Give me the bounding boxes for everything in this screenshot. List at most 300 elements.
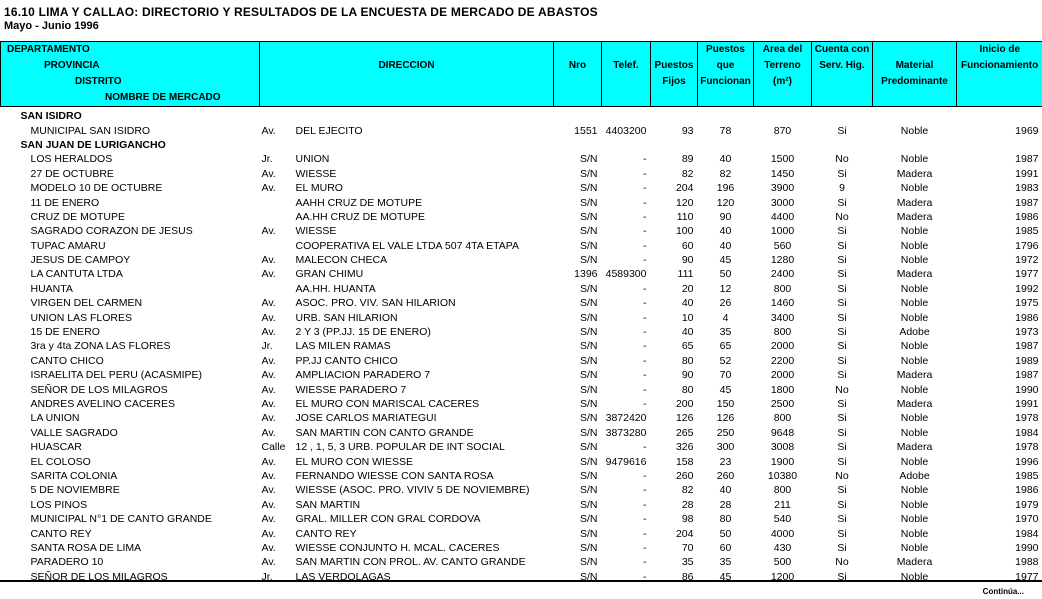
- header-puestos-func-1: Puestos: [706, 44, 745, 55]
- material-cell: Adobe: [899, 469, 930, 482]
- puestos-funcionan-cell: 250: [716, 426, 735, 439]
- inicio-cell: 1977: [1015, 268, 1039, 281]
- street-type-cell: Av.: [261, 455, 276, 468]
- direccion-cell: PP.JJ CANTO CHICO: [295, 354, 398, 367]
- servicio-higienico-cell: Si: [837, 541, 847, 554]
- telefono-cell: 3873280: [605, 426, 647, 439]
- direccion-cell: AAHH CRUZ DE MOTUPE: [295, 196, 423, 209]
- direccion-cell: 2 Y 3 (PP.JJ. 15 DE ENERO): [295, 326, 431, 339]
- inicio-cell: 1983: [1015, 182, 1039, 195]
- inicio-cell: 1977: [1015, 570, 1039, 583]
- table-row: [1, 152, 1042, 166]
- direccion-cell: GRAN CHIMU: [295, 268, 364, 281]
- telefono-cell: -: [643, 513, 647, 526]
- telefono-cell: -: [643, 484, 647, 497]
- material-cell: Madera: [896, 398, 933, 410]
- area-terreno-cell: 9648: [770, 426, 795, 439]
- servicio-higienico-cell: No: [835, 210, 849, 223]
- telefono-cell: -: [643, 441, 647, 454]
- numero-cell: 1396: [574, 268, 598, 281]
- page-title: 16.10 LIMA Y CALLAO: DIRECTORIO Y RESULTADOS DE LA ENCUESTA DE MERCADO DE ABASTOS: [4, 5, 598, 19]
- material-cell: Noble: [900, 484, 929, 497]
- inicio-cell: 1988: [1015, 556, 1039, 569]
- table-row: [1, 167, 1042, 181]
- puestos-funcionan-cell: 78: [719, 124, 732, 137]
- street-type-cell: Av.: [261, 541, 276, 554]
- header-cuenta-cell: [812, 42, 873, 107]
- market-name-cell: JESUS DE CAMPOY: [30, 254, 131, 267]
- servicio-higienico-cell: Si: [837, 254, 847, 267]
- street-type-cell: Av.: [261, 412, 276, 425]
- area-terreno-cell: 800: [773, 484, 792, 497]
- direccion-cell: SAN MARTIN CON PROL. AV. CANTO GRANDE: [295, 556, 526, 569]
- numero-cell: S/N: [579, 354, 598, 367]
- material-cell: Noble: [900, 254, 929, 267]
- market-name-cell: 15 DE ENERO: [30, 326, 100, 339]
- telefono-cell: -: [643, 570, 647, 583]
- telefono-cell: -: [643, 556, 647, 569]
- puestos-funcionan-cell: 12: [719, 282, 732, 295]
- market-name-cell: MUNICIPAL N°1 DE CANTO GRANDE: [30, 513, 212, 526]
- puestos-funcionan-cell: 70: [719, 369, 732, 382]
- area-terreno-cell: 1280: [770, 254, 795, 267]
- inicio-cell: 1996: [1015, 455, 1039, 468]
- table-row: [1, 181, 1042, 195]
- header-puestos-func-2: que: [716, 60, 735, 71]
- inicio-cell: 1975: [1015, 297, 1039, 310]
- area-terreno-cell: 800: [773, 326, 792, 339]
- market-name-cell: SEÑOR DE LOS MILAGROS: [30, 570, 168, 583]
- header-inicio-2: Funcionamiento: [961, 60, 1039, 71]
- puestos-funcionan-cell: 65: [719, 340, 732, 353]
- material-cell: Noble: [900, 527, 929, 540]
- street-type-cell: Jr.: [261, 570, 273, 583]
- puestos-funcionan-cell: 28: [719, 498, 732, 511]
- direccion-cell: LAS MILEN RAMAS: [295, 340, 391, 353]
- market-name-cell: LA CANTUTA LTDA: [30, 268, 123, 281]
- numero-cell: S/N: [579, 254, 598, 267]
- table-row: [1, 469, 1042, 483]
- puestos-fijos-cell: 260: [675, 469, 694, 482]
- servicio-higienico-cell: Si: [837, 282, 847, 295]
- numero-cell: S/N: [579, 541, 598, 554]
- street-type-cell: Jr.: [261, 340, 273, 353]
- material-cell: Noble: [900, 541, 929, 554]
- puestos-fijos-cell: 90: [681, 254, 694, 267]
- puestos-fijos-cell: 120: [675, 196, 694, 209]
- servicio-higienico-cell: Si: [837, 412, 847, 425]
- puestos-funcionan-cell: 52: [719, 354, 732, 367]
- direccion-cell: FERNANDO WIESSE CON SANTA ROSA: [295, 469, 494, 482]
- street-type-cell: Av.: [261, 426, 276, 439]
- inicio-cell: 1970: [1015, 513, 1039, 526]
- material-cell: Noble: [900, 239, 929, 252]
- area-terreno-cell: 2000: [770, 340, 795, 353]
- numero-cell: S/N: [579, 225, 598, 238]
- direccion-cell: WIESSE PARADERO 7: [295, 383, 407, 396]
- street-type-cell: Calle: [261, 441, 286, 454]
- table-row: [1, 555, 1042, 569]
- material-cell: Adobe: [899, 326, 930, 339]
- direccion-cell: AA.HH. HUANTA: [295, 282, 376, 295]
- puestos-funcionan-cell: 40: [719, 484, 732, 497]
- street-type-cell: Av.: [261, 383, 276, 396]
- area-terreno-cell: 1900: [770, 455, 795, 468]
- street-type-cell: Av.: [261, 297, 276, 310]
- market-name-cell: SAGRADO CORAZON DE JESUS: [30, 225, 193, 238]
- header-area-1: Area del: [762, 44, 803, 55]
- material-cell: Noble: [900, 498, 929, 511]
- inicio-cell: 1986: [1015, 311, 1039, 324]
- market-name-cell: UNION LAS FLORES: [30, 311, 133, 324]
- header-puestos-fijos-1: Puestos: [654, 60, 694, 71]
- market-name-cell: MODELO 10 DE OCTUBRE: [30, 182, 163, 195]
- puestos-fijos-cell: 80: [681, 383, 694, 396]
- inicio-cell: 1979: [1015, 498, 1039, 511]
- direccion-cell: AA.HH CRUZ DE MOTUPE: [295, 210, 426, 223]
- table-row: [1, 325, 1042, 339]
- numero-cell: S/N: [579, 311, 598, 324]
- table-header-row: [1, 42, 1042, 107]
- material-cell: Madera: [896, 556, 933, 569]
- puestos-funcionan-cell: 90: [719, 210, 732, 223]
- table-row: [1, 368, 1042, 382]
- header-provincia: PROVINCIA: [44, 60, 100, 71]
- continua-note: Continúa...: [982, 587, 1024, 596]
- numero-cell: S/N: [579, 282, 598, 295]
- direccion-cell: DEL EJECITO: [295, 124, 363, 137]
- telefono-cell: -: [643, 354, 647, 367]
- table-row: [1, 354, 1042, 368]
- numero-cell: S/N: [579, 369, 598, 382]
- direccion-cell: WIESSE (ASOC. PRO. VIVIV 5 DE NOVIEMBRE): [295, 484, 530, 497]
- inicio-cell: 1987: [1015, 340, 1039, 353]
- puestos-funcionan-cell: 150: [716, 398, 735, 410]
- direccion-cell: CANTO REY: [295, 527, 357, 540]
- inicio-cell: 1984: [1015, 426, 1039, 439]
- street-type-cell: Av.: [261, 124, 276, 137]
- area-terreno-cell: 500: [773, 556, 792, 569]
- street-type-cell: [260, 195, 291, 209]
- numero-cell: S/N: [579, 167, 598, 180]
- district-name: SAN ISIDRO: [20, 110, 82, 123]
- telefono-cell: -: [643, 541, 647, 554]
- telefono-cell: 3872420: [605, 412, 647, 425]
- puestos-funcionan-cell: 126: [716, 412, 735, 425]
- numero-cell: S/N: [579, 484, 598, 497]
- table-row: [1, 296, 1042, 310]
- table-row: [1, 195, 1042, 209]
- servicio-higienico-cell: Si: [837, 455, 847, 468]
- puestos-fijos-cell: 265: [675, 426, 694, 439]
- market-name-cell: 27 DE OCTUBRE: [30, 167, 114, 180]
- direccion-cell: EL MURO: [295, 182, 343, 195]
- numero-cell: S/N: [579, 570, 598, 583]
- inicio-cell: 1985: [1015, 225, 1039, 238]
- table-row: [1, 397, 1042, 411]
- telefono-cell: -: [643, 239, 647, 252]
- header-cuenta-2: Serv. Hig.: [819, 60, 865, 71]
- puestos-funcionan-cell: 80: [719, 513, 732, 526]
- puestos-fijos-cell: 82: [681, 167, 694, 180]
- area-terreno-cell: 2200: [770, 354, 795, 367]
- direccion-cell: JOSE CARLOS MARIATEGUI: [295, 412, 437, 425]
- inicio-cell: 1990: [1015, 383, 1039, 396]
- table-row: [1, 224, 1042, 238]
- material-cell: Noble: [900, 311, 929, 324]
- telefono-cell: -: [643, 383, 647, 396]
- header-puestos-func-cell: [698, 42, 754, 107]
- direccion-cell: COOPERATIVA EL VALE LTDA 507 4TA ETAPA: [295, 239, 520, 252]
- header-inicio-cell: [957, 42, 1042, 107]
- material-cell: Noble: [900, 412, 929, 425]
- puestos-funcionan-cell: 60: [719, 541, 732, 554]
- street-type-cell: [260, 210, 291, 224]
- puestos-fijos-cell: 60: [681, 239, 694, 252]
- market-name-cell: CRUZ DE MOTUPE: [30, 210, 125, 223]
- inicio-cell: 1985: [1015, 469, 1039, 482]
- header-distrito: DISTRITO: [75, 76, 122, 87]
- area-terreno-cell: 560: [773, 239, 792, 252]
- street-type-cell: Av.: [261, 498, 276, 511]
- header-material-cell: [873, 42, 957, 107]
- puestos-funcionan-cell: 45: [719, 570, 732, 583]
- direccion-cell: SAN MARTIN: [295, 498, 361, 511]
- material-cell: Noble: [900, 455, 929, 468]
- street-type-cell: [260, 239, 291, 253]
- table-row: [1, 426, 1042, 440]
- numero-cell: S/N: [579, 426, 598, 439]
- puestos-fijos-cell: 65: [681, 340, 694, 353]
- material-cell: Noble: [900, 426, 929, 439]
- puestos-fijos-cell: 70: [681, 541, 694, 554]
- street-type-cell: Av.: [261, 167, 276, 180]
- market-name-cell: PARADERO 10: [30, 556, 104, 569]
- inicio-cell: 1969: [1015, 124, 1039, 137]
- inicio-cell: 1989: [1015, 354, 1039, 367]
- market-name-cell: LOS PINOS: [30, 498, 88, 511]
- servicio-higienico-cell: Si: [837, 354, 847, 367]
- numero-cell: S/N: [579, 455, 598, 468]
- puestos-funcionan-cell: 300: [716, 441, 735, 454]
- puestos-funcionan-cell: 35: [719, 326, 732, 339]
- puestos-funcionan-cell: 82: [719, 167, 732, 180]
- direccion-cell: SAN MARTIN CON CANTO GRANDE: [295, 426, 474, 439]
- market-name-cell: 11 DE ENERO: [30, 196, 100, 209]
- market-name-cell: MUNICIPAL SAN ISIDRO: [30, 124, 151, 137]
- market-name-cell: LOS HERALDOS: [30, 153, 113, 166]
- numero-cell: S/N: [579, 527, 598, 540]
- puestos-fijos-cell: 200: [675, 398, 694, 410]
- puestos-fijos-cell: 158: [675, 455, 694, 468]
- telefono-cell: -: [643, 469, 647, 482]
- table-row: [1, 483, 1042, 497]
- direccion-cell: UNION: [295, 153, 330, 166]
- puestos-fijos-cell: 35: [681, 556, 694, 569]
- numero-cell: S/N: [579, 412, 598, 425]
- material-cell: Noble: [900, 513, 929, 526]
- area-terreno-cell: 540: [773, 513, 792, 526]
- servicio-higienico-cell: 9: [839, 182, 845, 195]
- material-cell: Noble: [900, 340, 929, 353]
- material-cell: Noble: [900, 354, 929, 367]
- header-direccion: DIRECCION: [378, 60, 435, 71]
- table-row: [1, 310, 1042, 324]
- puestos-funcionan-cell: 45: [719, 383, 732, 396]
- area-terreno-cell: 211: [774, 498, 791, 511]
- inicio-cell: 1986: [1015, 484, 1039, 497]
- market-name-cell: TUPAC AMARU: [30, 239, 106, 252]
- puestos-fijos-cell: 111: [677, 268, 694, 281]
- header-area-cell: [754, 42, 812, 107]
- area-terreno-cell: 1450: [770, 167, 795, 180]
- puestos-fijos-cell: 86: [681, 570, 694, 583]
- inicio-cell: 1986: [1015, 210, 1039, 223]
- telefono-cell: -: [643, 326, 647, 339]
- table-row: [1, 440, 1042, 454]
- street-type-cell: Av.: [261, 398, 276, 410]
- puestos-funcionan-cell: 26: [719, 297, 732, 310]
- servicio-higienico-cell: Si: [837, 398, 847, 410]
- telefono-cell: -: [643, 297, 647, 310]
- numero-cell: S/N: [579, 398, 598, 410]
- table-row: [1, 339, 1042, 353]
- street-type-cell: Av.: [261, 354, 276, 367]
- area-terreno-cell: 430: [773, 541, 792, 554]
- servicio-higienico-cell: Si: [837, 513, 847, 526]
- area-terreno-cell: 1200: [770, 570, 795, 583]
- servicio-higienico-cell: Si: [837, 297, 847, 310]
- district-row: [1, 107, 1042, 124]
- material-cell: Noble: [900, 124, 929, 137]
- area-terreno-cell: 3008: [770, 441, 795, 454]
- direccion-cell: GRAL. MILLER CON GRAL CORDOVA: [295, 513, 481, 526]
- market-name-cell: ISRAELITA DEL PERU (ACASMIPE): [30, 369, 203, 382]
- direccion-cell: URB. SAN HILARION: [295, 311, 398, 324]
- puestos-fijos-cell: 40: [681, 297, 694, 310]
- material-cell: Noble: [900, 383, 929, 396]
- numero-cell: S/N: [579, 441, 598, 454]
- street-type-cell: Av.: [261, 484, 276, 497]
- servicio-higienico-cell: Si: [837, 225, 847, 238]
- header-material-2: Predominante: [881, 76, 948, 87]
- header-telef: Telef.: [613, 60, 639, 71]
- material-cell: Noble: [900, 225, 929, 238]
- inicio-cell: 1987: [1015, 196, 1039, 209]
- telefono-cell: -: [643, 254, 647, 267]
- table-row: [1, 382, 1042, 396]
- puestos-fijos-cell: 10: [681, 311, 694, 324]
- header-nro-cell: [554, 42, 602, 107]
- market-name-cell: SANTA ROSA DE LIMA: [30, 541, 142, 554]
- material-cell: Madera: [896, 196, 933, 209]
- material-cell: Noble: [900, 570, 929, 583]
- street-type-cell: Jr.: [261, 153, 273, 166]
- servicio-higienico-cell: Si: [837, 196, 847, 209]
- direccion-cell: WIESSE: [295, 225, 337, 238]
- puestos-funcionan-cell: 40: [719, 153, 732, 166]
- telefono-cell: -: [643, 498, 647, 511]
- telefono-cell: -: [643, 210, 647, 223]
- street-type-cell: Av.: [261, 513, 276, 526]
- inicio-cell: 1992: [1015, 282, 1039, 295]
- street-type-cell: [260, 282, 291, 296]
- area-terreno-cell: 2000: [770, 369, 795, 382]
- street-type-cell: Av.: [261, 254, 276, 267]
- area-terreno-cell: 3400: [770, 311, 795, 324]
- inicio-cell: 1991: [1015, 167, 1039, 180]
- direccion-cell: WIESSE CONJUNTO H. MCAL. CACERES: [295, 541, 500, 554]
- servicio-higienico-cell: No: [835, 556, 849, 569]
- table-row: [1, 239, 1042, 253]
- header-puestos-func-3: Funcionan: [700, 76, 751, 87]
- market-name-cell: VIRGEN DEL CARMEN: [30, 297, 143, 310]
- puestos-fijos-cell: 98: [681, 513, 694, 526]
- direccion-cell: ASOC. PRO. VIV. SAN HILARION: [295, 297, 456, 310]
- header-area-2: Terreno: [764, 60, 801, 71]
- numero-cell: S/N: [579, 182, 598, 195]
- table-row: [1, 454, 1042, 468]
- numero-cell: S/N: [579, 196, 598, 209]
- numero-cell: 1551: [574, 124, 598, 137]
- numero-cell: S/N: [579, 297, 598, 310]
- area-terreno-cell: 800: [773, 282, 792, 295]
- telefono-cell: 4589300: [605, 268, 647, 281]
- area-terreno-cell: 3900: [770, 182, 795, 195]
- puestos-fijos-cell: 28: [681, 498, 694, 511]
- area-terreno-cell: 3000: [770, 196, 795, 209]
- puestos-funcionan-cell: 50: [719, 527, 732, 540]
- inicio-cell: 1991: [1015, 398, 1039, 410]
- telefono-cell: -: [643, 340, 647, 353]
- material-cell: Madera: [896, 369, 933, 382]
- servicio-higienico-cell: Si: [837, 369, 847, 382]
- puestos-funcionan-cell: 260: [716, 469, 735, 482]
- table-row: [1, 253, 1042, 267]
- header-telef-cell: [602, 42, 651, 107]
- telefono-cell: -: [643, 182, 647, 195]
- header-departamento: DEPARTAMENTO: [7, 44, 90, 55]
- street-type-cell: Av.: [261, 182, 276, 195]
- inicio-cell: 1972: [1015, 254, 1039, 267]
- area-terreno-cell: 2400: [770, 268, 795, 281]
- street-type-cell: Av.: [261, 326, 276, 339]
- street-type-cell: Av.: [261, 225, 276, 238]
- district-row: [1, 138, 1042, 152]
- direccion-cell: AMPLIACION PARADERO 7: [295, 369, 431, 382]
- bottom-rule: [0, 580, 1042, 582]
- telefono-cell: -: [643, 527, 647, 540]
- inicio-cell: 1978: [1015, 412, 1039, 425]
- numero-cell: S/N: [579, 383, 598, 396]
- material-cell: Madera: [896, 167, 933, 180]
- header-nro: Nro: [568, 60, 587, 71]
- material-cell: Madera: [896, 210, 933, 223]
- servicio-higienico-cell: Si: [837, 268, 847, 281]
- puestos-fijos-cell: 110: [676, 210, 694, 223]
- numero-cell: S/N: [579, 210, 598, 223]
- street-type-cell: Av.: [261, 268, 276, 281]
- market-name-cell: LA UNION: [30, 412, 80, 425]
- puestos-fijos-cell: 20: [681, 282, 694, 295]
- market-name-cell: VALLE SAGRADO: [30, 426, 118, 439]
- servicio-higienico-cell: Si: [837, 498, 847, 511]
- numero-cell: S/N: [579, 340, 598, 353]
- market-name-cell: SEÑOR DE LOS MILAGROS: [30, 383, 168, 396]
- area-terreno-cell: 1800: [770, 383, 795, 396]
- puestos-fijos-cell: 80: [681, 354, 694, 367]
- material-cell: Noble: [900, 182, 929, 195]
